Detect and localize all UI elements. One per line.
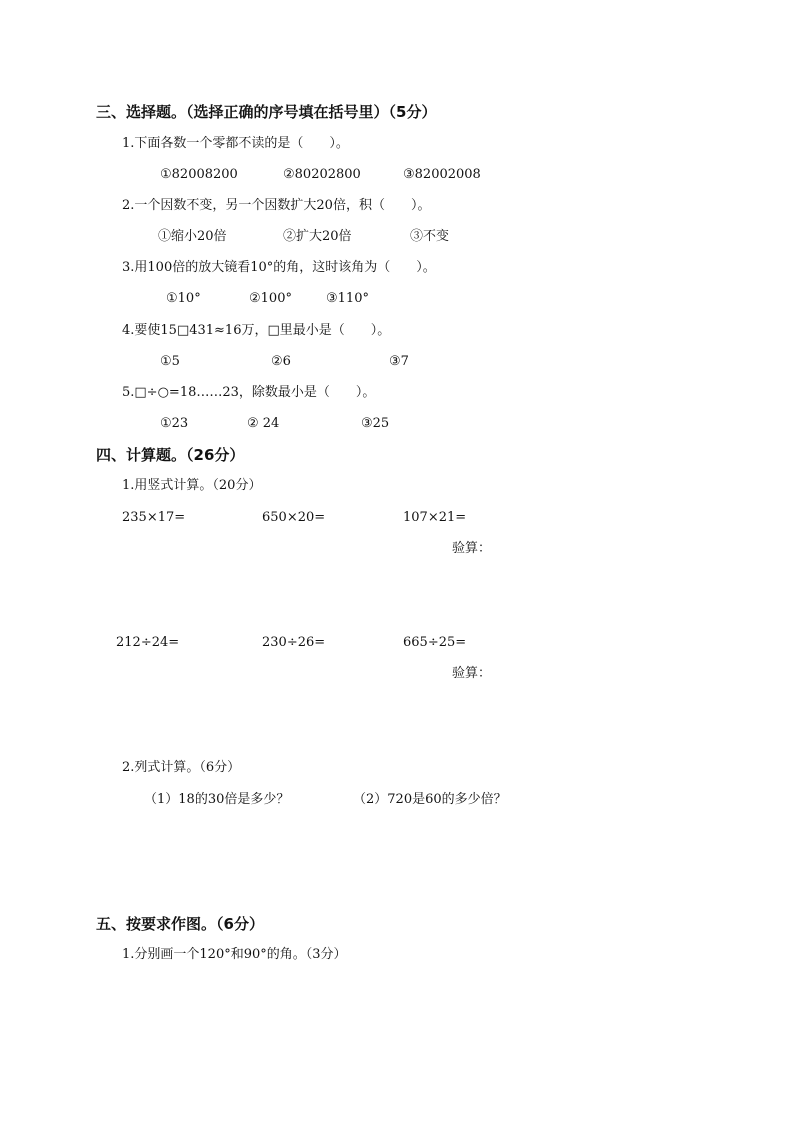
check-label: 验算： — [452, 666, 492, 681]
drawing-question-1: 1.分别画一个120°和90°的角。（3分） — [122, 947, 347, 962]
calc-item: 665÷25= — [403, 635, 467, 650]
calc-item: 212÷24= — [116, 635, 180, 650]
formula-calc-title: 2.列式计算。（6分） — [122, 760, 241, 775]
question-2-stem: 2.一个因数不变，另一个因数扩大20倍，积（ ）。 — [122, 198, 431, 213]
question-3-option-1: ①10° — [166, 291, 201, 306]
question-4-option-1: ①5 — [160, 354, 180, 369]
question-5-option-1: ①23 — [160, 416, 189, 431]
question-2-option-1: ①缩小20倍 — [158, 229, 227, 244]
question-5-stem: 5.□÷○=18……23，除数最小是（ ）。 — [122, 385, 376, 400]
formula-calc-item: （2）720是60的多少倍？ — [353, 792, 507, 807]
section-4-heading: 四、计算题。（26分） — [96, 446, 245, 464]
section-5-heading: 五、按要求作图。（6分） — [96, 915, 264, 933]
formula-calc-item: （1）18的30倍是多少？ — [144, 792, 290, 807]
section-3-heading: 三、选择题。（选择正确的序号填在括号里）（5分） — [96, 103, 437, 121]
vertical-calc-title: 1.用竖式计算。（20分） — [122, 478, 262, 493]
calc-item: 235×17= — [122, 510, 186, 525]
question-5-option-2: ② 24 — [247, 416, 280, 431]
check-label: 验算： — [452, 541, 492, 556]
question-1-option-2: ②80202800 — [283, 167, 361, 182]
question-1-option-1: ①82008200 — [160, 167, 238, 182]
question-4-stem: 4.要使15□431≈16万，□里最小是（ ）。 — [122, 323, 391, 338]
question-2-option-3: ③不变 — [410, 229, 450, 244]
calc-item: 107×21= — [403, 510, 467, 525]
calc-item: 650×20= — [262, 510, 326, 525]
question-1-stem: 1.下面各数一个零都不读的是（ ）。 — [122, 136, 349, 151]
question-4-option-3: ③7 — [389, 354, 409, 369]
question-3-stem: 3.用100倍的放大镜看10°的角，这时该角为（ ）。 — [122, 260, 436, 275]
calc-item: 230÷26= — [262, 635, 326, 650]
question-4-option-2: ②6 — [271, 354, 291, 369]
question-2-option-2: ②扩大20倍 — [283, 229, 352, 244]
question-3-option-3: ③110° — [326, 291, 369, 306]
question-3-option-2: ②100° — [249, 291, 292, 306]
question-1-option-3: ③82002008 — [403, 167, 481, 182]
question-5-option-3: ③25 — [361, 416, 390, 431]
